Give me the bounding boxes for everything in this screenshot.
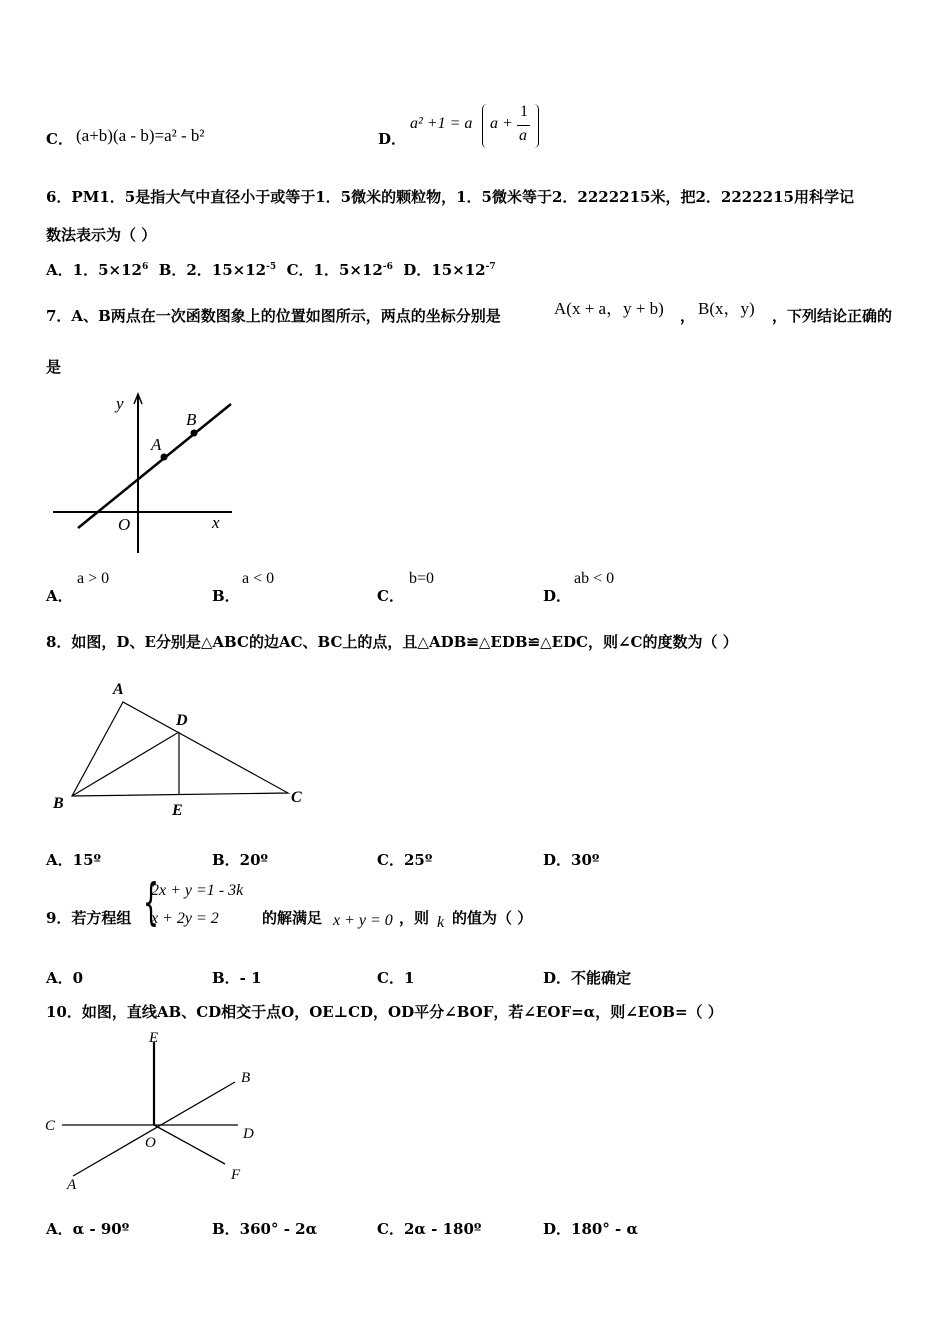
- q8-label-c: C: [291, 789, 302, 806]
- q7-stem-line2: 是: [46, 358, 62, 376]
- q9-stem-suffix: 的值为（ ）: [452, 909, 533, 927]
- q6-option-d: D．$15\times 12^{-7}$: [403, 261, 496, 279]
- q5-d-left-paren: [482, 104, 487, 148]
- q10-label-d: D: [243, 1126, 254, 1142]
- q6-options: [46, 259, 496, 280]
- q10-option-c: C．2α - 180º: [377, 1220, 482, 1238]
- q7-function-line: [78, 404, 231, 528]
- q10-label-b: B: [241, 1070, 251, 1086]
- q10-label-a: A: [67, 1177, 77, 1193]
- q9-brace: {: [143, 873, 159, 931]
- q5-d-inner: a +: [490, 115, 513, 132]
- q10-option-a: A．α - 90º: [46, 1220, 130, 1238]
- q10-label-c: C: [45, 1118, 56, 1134]
- q5-d-lhs: a² +1 = a: [410, 115, 473, 132]
- q8-segment-bd: [72, 732, 179, 796]
- q7-option-d-label: D．: [543, 587, 572, 605]
- q8-stem: 8．如图，D、E分别是△ABC的边AC、BC上的点，且△ADB≌△EDB≌△EDC，则∠C的度数为（ ）: [46, 633, 738, 651]
- q5-option-d-label: D．: [378, 130, 407, 148]
- q7-y-label: y: [116, 394, 124, 413]
- q9-equation-system: [143, 873, 263, 936]
- q10-option-b: B．360° - 2α: [212, 1220, 318, 1238]
- q6-stem-line1: 6．PM1．5是指大气中直径小于或等于1．5微米的颗粒物，1．5微米等于2．2222215米，把2．2222215用科学记: [46, 188, 854, 206]
- q7-option-c-label: C．: [377, 587, 404, 605]
- q7-stem-part2: ，下列结论正确的: [772, 307, 893, 325]
- q5-d-right-paren: [534, 104, 539, 148]
- q7-x-label: x: [212, 513, 220, 532]
- q10-label-e: E: [149, 1030, 159, 1046]
- q8-option-d: D．30º: [543, 851, 600, 869]
- q8-label-e: E: [172, 802, 183, 819]
- q5-option-c-expression: (a+b)(a - b)=a² - b²: [76, 126, 205, 145]
- q9-condition: x + y = 0: [333, 912, 393, 929]
- q9-stem-mid: 的解满足: [262, 909, 323, 927]
- q7-separator: ，: [680, 307, 696, 325]
- q8-label-b: B: [53, 795, 64, 812]
- q10-label-o: O: [145, 1135, 156, 1151]
- q10-stem: 10．如图，直线AB、CD相交于点O，OE⊥CD，OD平分∠BOF，若∠EOF=α，则∠EOB=（ ）: [46, 1003, 723, 1021]
- q8-option-a: A．15º: [46, 851, 102, 869]
- q9-equation-1: 2x + y =1 - 3k: [151, 882, 244, 899]
- q7-option-b-expr: a < 0: [242, 570, 275, 587]
- q6-option-c: C．1．$5\times 12^{-6}$: [286, 261, 393, 279]
- q10-label-f: F: [231, 1167, 241, 1183]
- q5-d-denominator: a: [519, 127, 527, 144]
- q9-equation-2: x + 2y = 2: [151, 910, 219, 927]
- q6-stem-line2: 数法表示为（ ）: [46, 226, 157, 244]
- q7-origin-label: O: [118, 515, 131, 534]
- q7-coord-a: A(x + a，y + b): [554, 299, 664, 318]
- q10-ray-of: [154, 1125, 225, 1164]
- q9-option-d: D．不能确定: [543, 969, 632, 987]
- q9-stem-then: ，则: [399, 909, 430, 927]
- q9-stem-prefix: 9．若方程组: [46, 909, 132, 927]
- q8-option-b: B．20º: [212, 851, 269, 869]
- q7-linear-function-figure: [50, 390, 250, 560]
- q5-d-numerator: 1: [520, 103, 528, 120]
- q8-label-d: D: [176, 712, 188, 729]
- q9-variable-k: k: [437, 914, 445, 931]
- q7-point-a: [161, 454, 168, 461]
- q9-option-b: B．- 1: [212, 969, 262, 987]
- q6-option-b: B．2．$15\times 12^{-5}$: [158, 261, 277, 279]
- q5-option-c-label: C．: [46, 130, 73, 148]
- q7-option-d-expr: ab < 0: [574, 570, 615, 587]
- q7-coord-b: B(x，y): [698, 299, 755, 318]
- q8-triangle-figure: [50, 680, 340, 820]
- q7-a-label: A: [151, 435, 162, 454]
- q10-option-d: D．180° - α: [543, 1220, 639, 1238]
- q7-point-b: [191, 430, 198, 437]
- q8-option-c: C．25º: [377, 851, 433, 869]
- q7-option-a-expr: a > 0: [77, 570, 110, 587]
- q8-label-a: A: [113, 681, 124, 698]
- q6-option-a: A．1．$5\times 12^6$: [46, 261, 149, 279]
- q7-b-label: B: [186, 410, 197, 429]
- q7-stem-part1: 7．A、B两点在一次函数图象上的位置如图所示，两点的坐标分别是: [46, 307, 501, 325]
- q7-option-c-expr: b=0: [409, 570, 435, 587]
- q7-option-b-label: B．: [212, 587, 240, 605]
- q7-option-a-label: A．: [46, 587, 73, 605]
- q9-option-a: A．0: [46, 969, 84, 987]
- q9-option-c: C．1: [377, 969, 415, 987]
- q10-intersecting-lines-figure: [40, 1026, 280, 1196]
- q5-d-fraction-bar: [517, 125, 530, 126]
